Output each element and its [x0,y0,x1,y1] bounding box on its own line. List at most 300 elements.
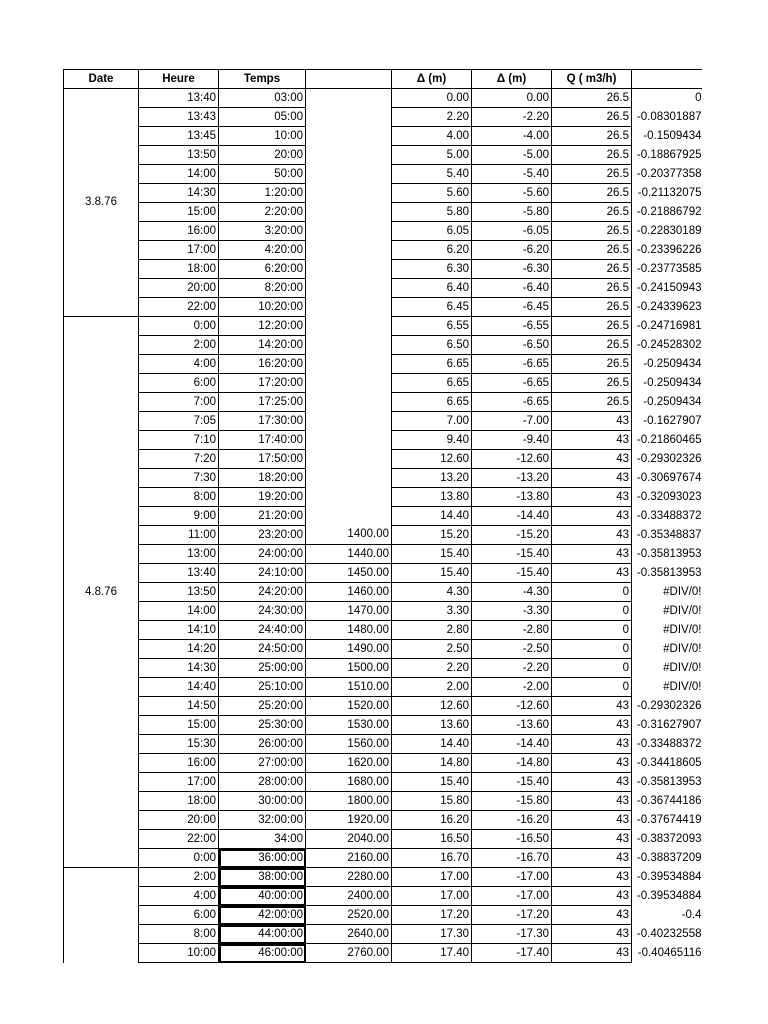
q-cell[interactable]: 43 [552,754,632,773]
ratio-cell[interactable]: -0.1627907 [632,412,702,431]
q-cell[interactable]: 0 [552,678,632,697]
minutes-cell[interactable] [306,450,392,469]
delta2-cell[interactable]: -4.00 [472,127,552,146]
q-cell[interactable]: 43 [552,925,632,944]
ratio-cell[interactable]: -0.37674419 [632,811,702,830]
heure-cell[interactable]: 17:00 [139,773,219,792]
q-cell[interactable]: 43 [552,488,632,507]
ratio-cell[interactable]: #DIV/0! [632,583,702,602]
heure-cell[interactable]: 14:50 [139,697,219,716]
delta1-cell[interactable]: 17.20 [392,906,472,925]
delta2-cell[interactable]: -3.30 [472,602,552,621]
delta2-cell[interactable]: -13.80 [472,488,552,507]
delta1-cell[interactable]: 15.20 [392,526,472,545]
date-cell[interactable] [64,868,139,963]
q-cell[interactable]: 0 [552,659,632,678]
heure-cell[interactable]: 15:30 [139,735,219,754]
delta2-cell[interactable]: -6.50 [472,336,552,355]
delta2-cell[interactable]: -14.40 [472,735,552,754]
q-cell[interactable]: 43 [552,469,632,488]
minutes-cell[interactable]: 2400.00 [306,887,392,906]
q-cell[interactable]: 43 [552,887,632,906]
delta2-cell[interactable]: 0.00 [472,89,552,108]
ratio-cell[interactable]: -0.2509434 [632,355,702,374]
temps-cell[interactable]: 05:00 [219,108,306,127]
minutes-cell[interactable] [306,279,392,298]
temps-cell[interactable]: 20:00 [219,146,306,165]
minutes-cell[interactable]: 1470.00 [306,602,392,621]
q-cell[interactable]: 43 [552,412,632,431]
delta2-cell[interactable]: -2.20 [472,108,552,127]
minutes-cell[interactable] [306,317,392,336]
temps-cell[interactable]: 17:40:00 [219,431,306,450]
delta1-cell[interactable]: 16.20 [392,811,472,830]
q-cell[interactable]: 26.5 [552,127,632,146]
ratio-cell[interactable]: -0.23773585 [632,260,702,279]
minutes-cell[interactable] [306,165,392,184]
heure-cell[interactable]: 7:20 [139,450,219,469]
delta1-cell[interactable]: 13.80 [392,488,472,507]
q-cell[interactable]: 26.5 [552,146,632,165]
temps-cell[interactable]: 40:00:00 [219,887,306,906]
minutes-cell[interactable]: 2280.00 [306,868,392,887]
ratio-cell[interactable]: -0.31627907 [632,716,702,735]
delta2-cell[interactable]: -16.70 [472,849,552,868]
delta1-cell[interactable]: 13.60 [392,716,472,735]
minutes-cell[interactable]: 1530.00 [306,716,392,735]
temps-cell[interactable]: 25:20:00 [219,697,306,716]
delta1-cell[interactable]: 12.60 [392,697,472,716]
temps-cell[interactable]: 2:20:00 [219,203,306,222]
delta2-cell[interactable]: -2.50 [472,640,552,659]
q-cell[interactable]: 43 [552,431,632,450]
delta2-cell[interactable]: -13.20 [472,469,552,488]
heure-cell[interactable]: 17:00 [139,241,219,260]
delta1-cell[interactable]: 6.50 [392,336,472,355]
temps-cell[interactable]: 4:20:00 [219,241,306,260]
heure-cell[interactable]: 2:00 [139,868,219,887]
heure-cell[interactable]: 14:20 [139,640,219,659]
q-cell[interactable]: 43 [552,716,632,735]
minutes-cell[interactable] [306,89,392,108]
temps-cell[interactable]: 27:00:00 [219,754,306,773]
ratio-cell[interactable]: -0.24528302 [632,336,702,355]
q-cell[interactable]: 43 [552,507,632,526]
heure-cell[interactable]: 7:00 [139,393,219,412]
temps-cell[interactable]: 38:00:00 [219,868,306,887]
minutes-cell[interactable]: 1680.00 [306,773,392,792]
temps-cell[interactable]: 42:00:00 [219,906,306,925]
delta1-cell[interactable]: 6.65 [392,393,472,412]
heure-cell[interactable]: 0:00 [139,849,219,868]
delta1-cell[interactable]: 14.80 [392,754,472,773]
delta2-cell[interactable]: -15.40 [472,773,552,792]
ratio-cell[interactable]: -0.18867925 [632,146,702,165]
ratio-cell[interactable]: -0.29302326 [632,697,702,716]
minutes-cell[interactable] [306,298,392,317]
ratio-cell[interactable]: -0.22830189 [632,222,702,241]
heure-cell[interactable]: 0:00 [139,317,219,336]
delta1-cell[interactable]: 15.80 [392,792,472,811]
delta1-cell[interactable]: 17.30 [392,925,472,944]
ratio-cell[interactable]: -0.33488372 [632,507,702,526]
delta2-cell[interactable]: -15.40 [472,545,552,564]
q-cell[interactable]: 43 [552,868,632,887]
minutes-cell[interactable]: 1480.00 [306,621,392,640]
delta2-cell[interactable]: -12.60 [472,450,552,469]
date-cell[interactable]: 3.8.76 [64,89,139,317]
heure-cell[interactable]: 9:00 [139,507,219,526]
minutes-cell[interactable]: 1620.00 [306,754,392,773]
heure-cell[interactable]: 7:10 [139,431,219,450]
temps-cell[interactable]: 26:00:00 [219,735,306,754]
minutes-cell[interactable]: 2040.00 [306,830,392,849]
delta1-cell[interactable]: 2.20 [392,108,472,127]
temps-cell[interactable]: 16:20:00 [219,355,306,374]
ratio-cell[interactable]: -0.39534884 [632,868,702,887]
delta1-cell[interactable]: 9.40 [392,431,472,450]
ratio-cell[interactable]: -0.2509434 [632,374,702,393]
heure-cell[interactable]: 15:00 [139,203,219,222]
minutes-cell[interactable] [306,260,392,279]
temps-cell[interactable]: 3:20:00 [219,222,306,241]
ratio-cell[interactable]: #DIV/0! [632,602,702,621]
heure-cell[interactable]: 22:00 [139,830,219,849]
delta1-cell[interactable]: 2.20 [392,659,472,678]
delta1-cell[interactable]: 6.05 [392,222,472,241]
heure-cell[interactable]: 14:40 [139,678,219,697]
delta1-cell[interactable]: 4.00 [392,127,472,146]
delta1-cell[interactable]: 7.00 [392,412,472,431]
delta1-cell[interactable]: 0.00 [392,89,472,108]
heure-cell[interactable]: 18:00 [139,792,219,811]
temps-cell[interactable]: 32:00:00 [219,811,306,830]
header-heure[interactable]: Heure [139,70,219,89]
delta2-cell[interactable]: -17.30 [472,925,552,944]
ratio-cell[interactable]: #DIV/0! [632,640,702,659]
temps-cell[interactable]: 10:00 [219,127,306,146]
heure-cell[interactable]: 4:00 [139,887,219,906]
minutes-cell[interactable]: 2760.00 [306,944,392,963]
minutes-cell[interactable]: 1510.00 [306,678,392,697]
minutes-cell[interactable]: 2520.00 [306,906,392,925]
temps-cell[interactable]: 34:00 [219,830,306,849]
ratio-cell[interactable]: -0.40232558 [632,925,702,944]
delta2-cell[interactable]: -13.60 [472,716,552,735]
q-cell[interactable]: 26.5 [552,222,632,241]
ratio-cell[interactable]: -0.38837209 [632,849,702,868]
q-cell[interactable]: 26.5 [552,203,632,222]
q-cell[interactable]: 0 [552,621,632,640]
temps-cell[interactable]: 19:20:00 [219,488,306,507]
delta2-cell[interactable]: -14.80 [472,754,552,773]
delta1-cell[interactable]: 2.50 [392,640,472,659]
q-cell[interactable]: 0 [552,602,632,621]
minutes-cell[interactable] [306,203,392,222]
ratio-cell[interactable]: -0.30697674 [632,469,702,488]
heure-cell[interactable]: 20:00 [139,811,219,830]
heure-cell[interactable]: 13:40 [139,564,219,583]
ratio-cell[interactable]: -0.35813953 [632,564,702,583]
ratio-cell[interactable]: -0.1509434 [632,127,702,146]
q-cell[interactable]: 43 [552,564,632,583]
ratio-cell[interactable]: -0.24716981 [632,317,702,336]
temps-cell[interactable]: 10:20:00 [219,298,306,317]
heure-cell[interactable]: 6:00 [139,374,219,393]
heure-cell[interactable]: 7:30 [139,469,219,488]
header-date[interactable]: Date [64,70,139,89]
delta2-cell[interactable]: -5.80 [472,203,552,222]
minutes-cell[interactable]: 1490.00 [306,640,392,659]
delta1-cell[interactable]: 6.20 [392,241,472,260]
delta1-cell[interactable]: 5.80 [392,203,472,222]
heure-cell[interactable]: 6:00 [139,906,219,925]
delta2-cell[interactable]: -17.00 [472,868,552,887]
minutes-cell[interactable] [306,374,392,393]
delta1-cell[interactable]: 6.65 [392,355,472,374]
ratio-cell[interactable]: -0.36744186 [632,792,702,811]
q-cell[interactable]: 26.5 [552,108,632,127]
minutes-cell[interactable] [306,507,392,526]
heure-cell[interactable]: 13:40 [139,89,219,108]
delta1-cell[interactable]: 4.30 [392,583,472,602]
delta2-cell[interactable]: -6.45 [472,298,552,317]
delta2-cell[interactable]: -6.40 [472,279,552,298]
heure-cell[interactable]: 13:00 [139,545,219,564]
delta1-cell[interactable]: 2.80 [392,621,472,640]
q-cell[interactable]: 43 [552,906,632,925]
heure-cell[interactable]: 15:00 [139,716,219,735]
temps-cell[interactable]: 46:00:00 [219,944,306,963]
delta2-cell[interactable]: -6.20 [472,241,552,260]
q-cell[interactable]: 43 [552,735,632,754]
temps-cell[interactable]: 6:20:00 [219,260,306,279]
temps-cell[interactable]: 25:30:00 [219,716,306,735]
heure-cell[interactable]: 18:00 [139,260,219,279]
delta1-cell[interactable]: 15.40 [392,564,472,583]
temps-cell[interactable]: 24:00:00 [219,545,306,564]
delta1-cell[interactable]: 6.30 [392,260,472,279]
minutes-cell[interactable]: 2160.00 [306,849,392,868]
minutes-cell[interactable]: 2640.00 [306,925,392,944]
heure-cell[interactable]: 11:00 [139,526,219,545]
delta2-cell[interactable]: -7.00 [472,412,552,431]
temps-cell[interactable]: 36:00:00 [219,849,306,868]
q-cell[interactable]: 26.5 [552,355,632,374]
temps-cell[interactable]: 12:20:00 [219,317,306,336]
heure-cell[interactable]: 14:30 [139,659,219,678]
minutes-cell[interactable]: 1800.00 [306,792,392,811]
delta1-cell[interactable]: 16.50 [392,830,472,849]
delta2-cell[interactable]: -6.65 [472,355,552,374]
q-cell[interactable]: 26.5 [552,393,632,412]
ratio-cell[interactable]: -0.2509434 [632,393,702,412]
ratio-cell[interactable]: -0.21132075 [632,184,702,203]
heure-cell[interactable]: 20:00 [139,279,219,298]
heure-cell[interactable]: 14:30 [139,184,219,203]
temps-cell[interactable]: 18:20:00 [219,469,306,488]
heure-cell[interactable]: 4:00 [139,355,219,374]
q-cell[interactable]: 26.5 [552,184,632,203]
temps-cell[interactable]: 8:20:00 [219,279,306,298]
ratio-cell[interactable]: -0.08301887 [632,108,702,127]
temps-cell[interactable]: 23:20:00 [219,526,306,545]
delta2-cell[interactable]: -4.30 [472,583,552,602]
delta2-cell[interactable]: -5.00 [472,146,552,165]
q-cell[interactable]: 43 [552,849,632,868]
temps-cell[interactable]: 25:10:00 [219,678,306,697]
delta2-cell[interactable]: -15.80 [472,792,552,811]
ratio-cell[interactable]: -0.29302326 [632,450,702,469]
temps-cell[interactable]: 50:00 [219,165,306,184]
ratio-cell[interactable]: -0.21860465 [632,431,702,450]
delta1-cell[interactable]: 6.45 [392,298,472,317]
q-cell[interactable]: 26.5 [552,279,632,298]
q-cell[interactable]: 43 [552,526,632,545]
delta2-cell[interactable]: -2.00 [472,678,552,697]
delta2-cell[interactable]: -17.40 [472,944,552,963]
q-cell[interactable]: 43 [552,545,632,564]
ratio-cell[interactable]: -0.23396226 [632,241,702,260]
minutes-cell[interactable] [306,127,392,146]
delta1-cell[interactable]: 6.65 [392,374,472,393]
temps-cell[interactable]: 25:00:00 [219,659,306,678]
heure-cell[interactable]: 13:45 [139,127,219,146]
q-cell[interactable]: 26.5 [552,165,632,184]
header-delta-1[interactable]: Δ (m) [392,70,472,89]
delta2-cell[interactable]: -16.20 [472,811,552,830]
ratio-cell[interactable]: -0.33488372 [632,735,702,754]
delta1-cell[interactable]: 17.40 [392,944,472,963]
minutes-cell[interactable] [306,336,392,355]
delta2-cell[interactable]: -6.05 [472,222,552,241]
minutes-cell[interactable] [306,469,392,488]
minutes-cell[interactable]: 1400.00 [306,526,392,545]
header-temps[interactable]: Temps [219,70,306,89]
ratio-cell[interactable]: -0.4 [632,906,702,925]
delta2-cell[interactable]: -6.65 [472,374,552,393]
temps-cell[interactable]: 30:00:00 [219,792,306,811]
delta2-cell[interactable]: -15.40 [472,564,552,583]
temps-cell[interactable]: 24:10:00 [219,564,306,583]
delta1-cell[interactable]: 14.40 [392,507,472,526]
ratio-cell[interactable]: 0 [632,89,702,108]
ratio-cell[interactable]: #DIV/0! [632,678,702,697]
delta1-cell[interactable]: 15.40 [392,773,472,792]
heure-cell[interactable]: 7:05 [139,412,219,431]
heure-cell[interactable]: 13:50 [139,146,219,165]
header-ratio[interactable] [632,70,702,89]
minutes-cell[interactable] [306,412,392,431]
delta1-cell[interactable]: 5.00 [392,146,472,165]
delta2-cell[interactable]: -5.60 [472,184,552,203]
ratio-cell[interactable]: -0.20377358 [632,165,702,184]
heure-cell[interactable]: 8:00 [139,925,219,944]
header-minutes[interactable] [306,70,392,89]
heure-cell[interactable]: 8:00 [139,488,219,507]
delta2-cell[interactable]: -6.55 [472,317,552,336]
q-cell[interactable]: 26.5 [552,241,632,260]
minutes-cell[interactable] [306,431,392,450]
q-cell[interactable]: 0 [552,583,632,602]
ratio-cell[interactable]: #DIV/0! [632,659,702,678]
temps-cell[interactable]: 14:20:00 [219,336,306,355]
temps-cell[interactable]: 44:00:00 [219,925,306,944]
minutes-cell[interactable] [306,393,392,412]
heure-cell[interactable]: 13:50 [139,583,219,602]
q-cell[interactable]: 26.5 [552,89,632,108]
ratio-cell[interactable]: -0.35813953 [632,773,702,792]
delta1-cell[interactable]: 6.55 [392,317,472,336]
q-cell[interactable]: 43 [552,811,632,830]
minutes-cell[interactable] [306,184,392,203]
delta2-cell[interactable]: -12.60 [472,697,552,716]
ratio-cell[interactable]: -0.32093023 [632,488,702,507]
ratio-cell[interactable]: -0.35813953 [632,545,702,564]
delta2-cell[interactable]: -2.80 [472,621,552,640]
ratio-cell[interactable]: -0.34418605 [632,754,702,773]
q-cell[interactable]: 43 [552,697,632,716]
minutes-cell[interactable] [306,488,392,507]
minutes-cell[interactable]: 1440.00 [306,545,392,564]
delta1-cell[interactable]: 14.40 [392,735,472,754]
q-cell[interactable]: 43 [552,450,632,469]
heure-cell[interactable]: 10:00 [139,944,219,963]
header-delta-2[interactable]: Δ (m) [472,70,552,89]
delta2-cell[interactable]: -5.40 [472,165,552,184]
ratio-cell[interactable]: -0.39534884 [632,887,702,906]
heure-cell[interactable]: 14:10 [139,621,219,640]
delta1-cell[interactable]: 15.40 [392,545,472,564]
heure-cell[interactable]: 22:00 [139,298,219,317]
minutes-cell[interactable]: 1560.00 [306,735,392,754]
delta1-cell[interactable]: 17.00 [392,887,472,906]
ratio-cell[interactable]: -0.24339623 [632,298,702,317]
delta1-cell[interactable]: 6.40 [392,279,472,298]
q-cell[interactable]: 43 [552,792,632,811]
minutes-cell[interactable]: 1920.00 [306,811,392,830]
minutes-cell[interactable]: 1500.00 [306,659,392,678]
delta1-cell[interactable]: 3.30 [392,602,472,621]
ratio-cell[interactable]: -0.24150943 [632,279,702,298]
q-cell[interactable]: 26.5 [552,298,632,317]
temps-cell[interactable]: 17:25:00 [219,393,306,412]
ratio-cell[interactable]: #DIV/0! [632,621,702,640]
delta2-cell[interactable]: -14.40 [472,507,552,526]
delta2-cell[interactable]: -6.30 [472,260,552,279]
q-cell[interactable]: 26.5 [552,260,632,279]
minutes-cell[interactable] [306,146,392,165]
delta1-cell[interactable]: 17.00 [392,868,472,887]
heure-cell[interactable]: 16:00 [139,222,219,241]
ratio-cell[interactable]: -0.38372093 [632,830,702,849]
delta2-cell[interactable]: -15.20 [472,526,552,545]
temps-cell[interactable]: 17:30:00 [219,412,306,431]
q-cell[interactable]: 43 [552,830,632,849]
delta2-cell[interactable]: -6.65 [472,393,552,412]
temps-cell[interactable]: 03:00 [219,89,306,108]
delta1-cell[interactable]: 5.60 [392,184,472,203]
minutes-cell[interactable]: 1520.00 [306,697,392,716]
heure-cell[interactable]: 16:00 [139,754,219,773]
heure-cell[interactable]: 2:00 [139,336,219,355]
minutes-cell[interactable]: 1450.00 [306,564,392,583]
ratio-cell[interactable]: -0.40465116 [632,944,702,963]
delta1-cell[interactable]: 13.20 [392,469,472,488]
delta1-cell[interactable]: 2.00 [392,678,472,697]
temps-cell[interactable]: 24:40:00 [219,621,306,640]
minutes-cell[interactable] [306,108,392,127]
